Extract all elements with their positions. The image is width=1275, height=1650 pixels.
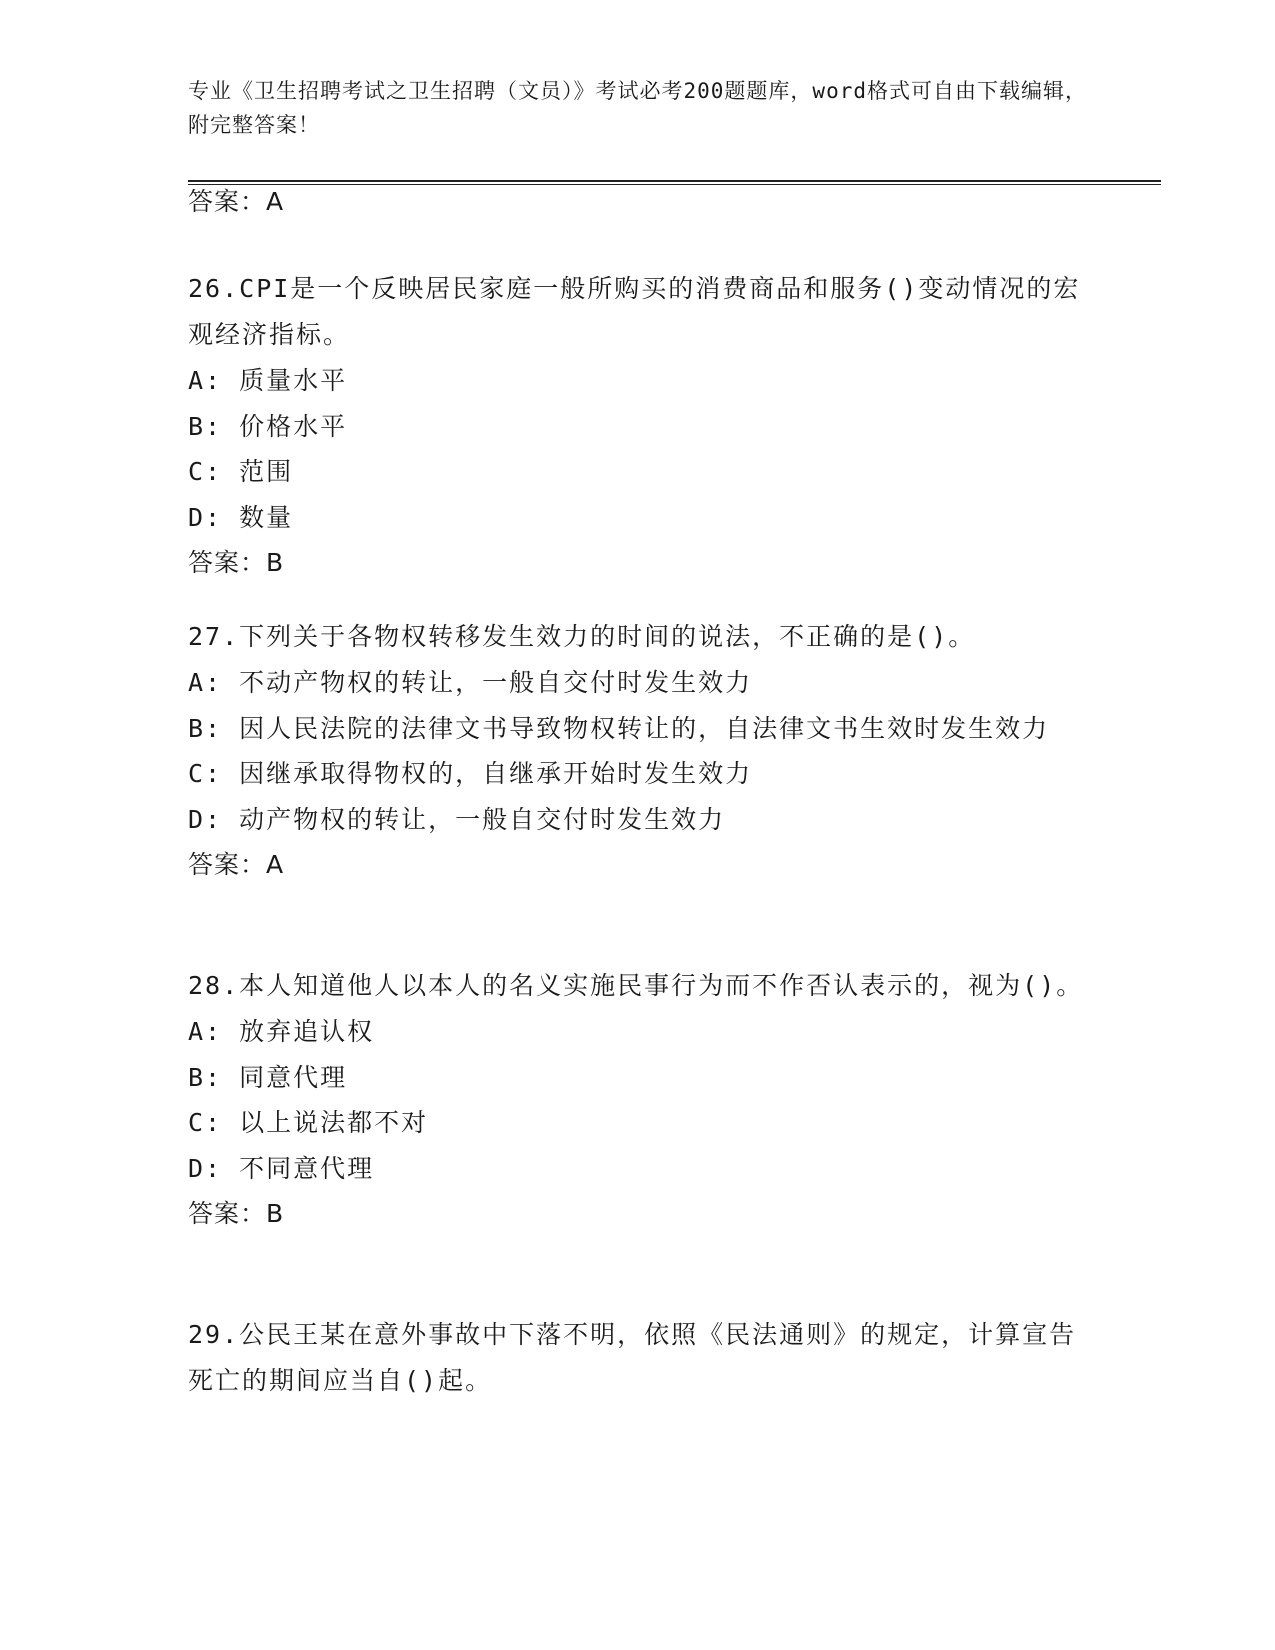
option-a: A: 不动产物权的转让，一般自交付时发生效力 bbox=[188, 668, 753, 697]
option-a: A: 放弃追认权 bbox=[188, 1017, 375, 1046]
option-b: B: 价格水平 bbox=[188, 411, 348, 441]
page-header-text: 专业《卫生招聘考试之卫生招聘（文员）》考试必考200题题库，word格式可自由下载编辑，附完整答案！ bbox=[188, 79, 1087, 137]
option-d: D: 动产物权的转让，一般自交付时发生效力 bbox=[188, 804, 726, 834]
option-b: B: 因人民法院的法律文书导致物权转让的，自法律文书生效时发生效力 bbox=[188, 713, 1050, 743]
question-26 bbox=[188, 266, 1088, 586]
question-stem: 28.本人知道他人以本人的名义实施民事行为而不作否认表示的，视为()。 bbox=[188, 971, 1084, 1000]
question-stem: 27.下列关于各物权转移发生效力的时间的说法，不正确的是()。 bbox=[188, 622, 976, 651]
question-stem: 29.公民王某在意外事故中下落不明，依照《民法通则》的规定，计算宣告死亡的期间应当自()起。 bbox=[188, 1320, 1077, 1395]
option-a: A: 质量水平 bbox=[188, 366, 348, 395]
previous-question-answer: 答案：A bbox=[188, 187, 285, 216]
option-c: C: 因继承取得物权的，自继承开始时发生效力 bbox=[188, 759, 753, 788]
option-c: C: 以上说法都不对 bbox=[188, 1108, 429, 1137]
answer-line: 答案：B bbox=[188, 548, 285, 577]
question-27 bbox=[188, 614, 1088, 888]
option-d: D: 数量 bbox=[188, 502, 294, 532]
question-29 bbox=[188, 1312, 1088, 1404]
answer-line: 答案：B bbox=[188, 1199, 285, 1228]
answer-line: 答案：A bbox=[188, 850, 285, 879]
option-c: C: 范围 bbox=[188, 457, 294, 486]
header-divider-thick bbox=[188, 180, 1161, 182]
option-d: D: 不同意代理 bbox=[188, 1153, 375, 1183]
header-divider-thin bbox=[188, 184, 1161, 185]
question-stem: 26.CPI是一个反映居民家庭一般所购买的消费商品和服务()变动情况的宏观经济指标。 bbox=[188, 274, 1081, 349]
question-28 bbox=[188, 963, 1088, 1237]
option-b: B: 同意代理 bbox=[188, 1062, 348, 1092]
